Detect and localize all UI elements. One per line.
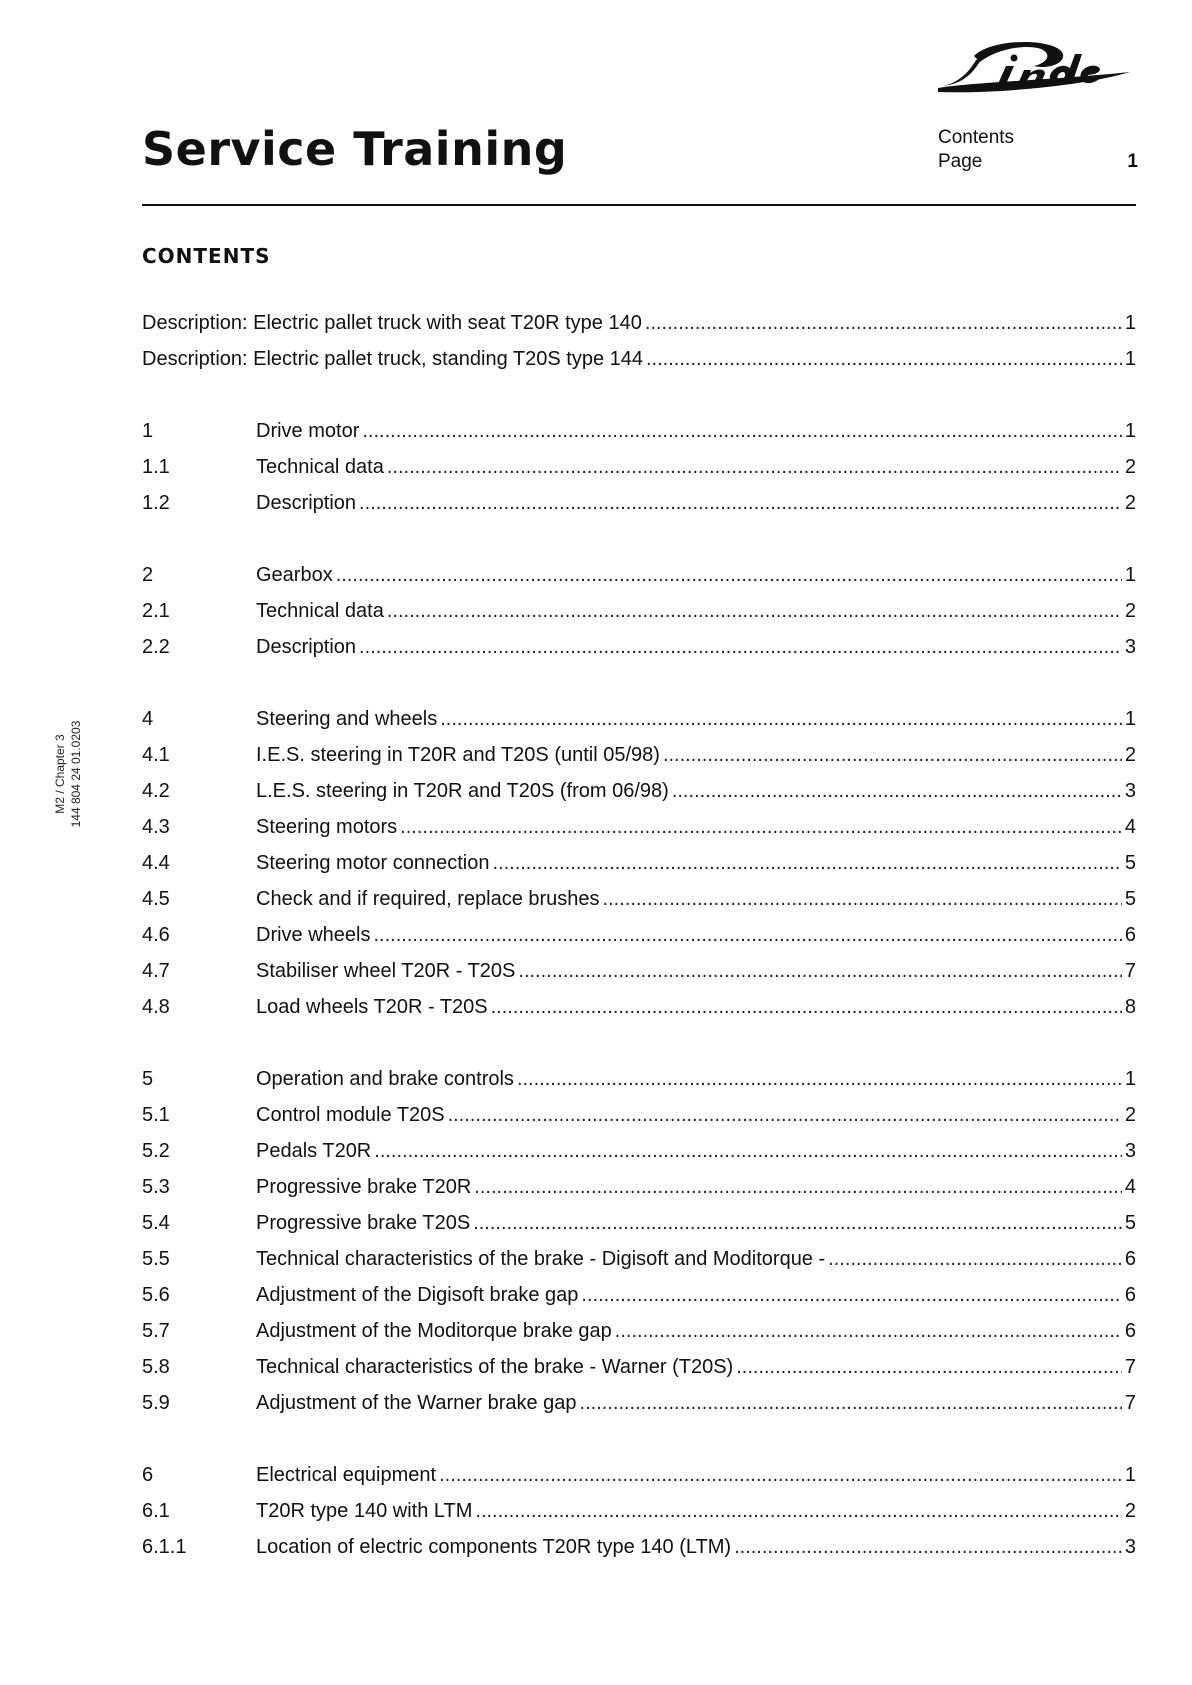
page-label: Page [938,151,983,172]
toc-dot-leader [439,1464,1122,1487]
toc-entry[interactable] [142,708,1136,744]
toc-entry[interactable] [142,600,1136,636]
toc-entry[interactable] [142,1356,1136,1392]
toc-entry-number: 4.3 [142,816,170,838]
toc-entry-number: 5.2 [142,1140,170,1162]
toc-entry[interactable] [142,888,1136,924]
table-of-contents [142,312,1136,1572]
toc-entry[interactable] [142,312,1136,348]
document-code-line1: M2 / Chapter 3 [53,734,67,814]
toc-entry-number: 1 [142,420,154,442]
toc-entry-title: Technical characteristics of the brake - Digisoft and Moditorque - [256,1248,826,1270]
toc-entry-page: 6 [1124,1284,1136,1306]
toc-dot-leader [373,924,1121,947]
toc-dot-leader [387,600,1122,623]
toc-entry[interactable] [142,924,1136,960]
toc-entry-number: 5.6 [142,1284,170,1306]
toc-entry[interactable] [142,1176,1136,1212]
toc-entry-number: 4.8 [142,996,170,1018]
toc-entry[interactable] [142,1104,1136,1140]
toc-dot-leader [440,708,1122,731]
toc-entry-number: 5.7 [142,1320,170,1342]
toc-spacer [142,384,1136,420]
toc-entry-page: 5 [1124,888,1136,910]
toc-entry-number: 2.2 [142,636,170,658]
toc-dot-leader [448,1104,1122,1127]
toc-entry-page: 1 [1124,348,1136,370]
document-code-line2: 144 804 24 01.0203 [69,720,83,828]
toc-entry-page: 3 [1124,1536,1136,1558]
toc-entry[interactable] [142,816,1136,852]
header-divider [142,204,1136,206]
toc-entry-number: 2.1 [142,600,170,622]
toc-entry-number: 4 [142,708,154,730]
toc-entry[interactable] [142,456,1136,492]
toc-entry-page: 1 [1124,1464,1136,1486]
toc-entry-page: 6 [1124,924,1136,946]
toc-entry-page: 6 [1124,1248,1136,1270]
toc-dot-leader [646,348,1122,371]
toc-entry-page: 3 [1124,1140,1136,1162]
toc-entry-page: 2 [1124,1104,1136,1126]
toc-entry-number: 6 [142,1464,154,1486]
toc-entry-number: 5.4 [142,1212,170,1234]
toc-dot-leader [400,816,1122,839]
toc-entry-number: 4.7 [142,960,170,982]
toc-entry-page: 1 [1124,708,1136,730]
toc-dot-leader [672,780,1122,803]
toc-entry[interactable] [142,1284,1136,1320]
toc-entry-page: 1 [1124,312,1136,334]
toc-entry-title: T20R type 140 with LTM [256,1500,473,1522]
toc-entry-title: Check and if required, replace brushes [256,888,600,910]
toc-entry-page: 6 [1124,1320,1136,1342]
toc-entry-number: 5.8 [142,1356,170,1378]
toc-dot-leader [615,1320,1122,1343]
toc-entry-number: 2 [142,564,154,586]
toc-entry-title: Progressive brake T20S [256,1212,471,1234]
toc-entry-number: 4.4 [142,852,170,874]
toc-entry[interactable] [142,564,1136,600]
toc-entry-title: Adjustment of the Moditorque brake gap [256,1320,612,1342]
toc-entry-title: Steering and wheels [256,708,438,730]
toc-dot-leader [359,492,1122,515]
toc-entry-number: 1.2 [142,492,170,514]
toc-spacer [142,1428,1136,1464]
toc-dot-leader [387,456,1122,479]
toc-entry-page: 5 [1124,1212,1136,1234]
toc-entry-page: 7 [1124,960,1136,982]
page-number: 1 [1127,151,1138,172]
toc-dot-leader [492,852,1121,875]
toc-entry-title: Progressive brake T20R [256,1176,472,1198]
toc-dot-leader [374,1140,1122,1163]
toc-dot-leader [603,888,1122,911]
toc-entry-title: Description [256,492,357,514]
toc-entry-title: Load wheels T20R - T20S [256,996,488,1018]
toc-entry-title: Gearbox [256,564,333,586]
toc-dot-leader [663,744,1122,767]
toc-spacer [142,672,1136,708]
toc-dot-leader [734,1536,1122,1559]
toc-entry-page: 3 [1124,636,1136,658]
toc-entry-page: 3 [1124,780,1136,802]
contents-heading: CONTENTS [142,244,271,268]
linde-logo-icon [934,36,1134,98]
toc-entry-title: Description: Electric pallet truck with seat T20R type 140 [142,312,642,334]
toc-entry-page: 1 [1124,420,1136,442]
toc-entry-title: Adjustment of the Digisoft brake gap [256,1284,579,1306]
toc-entry-number: 6.1.1 [142,1536,187,1558]
toc-entry-number: 4.6 [142,924,170,946]
toc-entry-number: 5.1 [142,1104,170,1126]
toc-entry[interactable] [142,420,1136,456]
toc-entry-number: 5.3 [142,1176,170,1198]
toc-dot-leader [736,1356,1122,1379]
toc-entry[interactable] [142,1392,1136,1428]
toc-entry-title: I.E.S. steering in T20R and T20S (until 05/98) [256,744,660,766]
toc-entry[interactable] [142,1248,1136,1284]
toc-entry[interactable] [142,744,1136,780]
toc-entry-page: 2 [1124,456,1136,478]
toc-entry-page: 2 [1124,1500,1136,1522]
toc-entry-page: 8 [1124,996,1136,1018]
toc-entry[interactable] [142,852,1136,888]
toc-entry-title: Stabiliser wheel T20R - T20S [256,960,516,982]
toc-spacer [142,528,1136,564]
toc-dot-leader [473,1212,1122,1235]
toc-entry-title: Steering motors [256,816,398,838]
page-title: Service Training [142,122,568,176]
toc-dot-leader [362,420,1122,443]
toc-entry-title: Electrical equipment [256,1464,437,1486]
toc-dot-leader [518,960,1121,983]
toc-entry-page: 7 [1124,1392,1136,1414]
toc-entry-number: 4.5 [142,888,170,910]
toc-entry-title: Steering motor connection [256,852,490,874]
toc-entry-title: Drive wheels [256,924,371,946]
contents-label: Contents [938,127,1015,148]
toc-entry[interactable] [142,960,1136,996]
toc-entry[interactable] [142,492,1136,528]
toc-entry-title: Technical characteristics of the brake - Warner (T20S) [256,1356,734,1378]
document-code [52,644,84,904]
toc-dot-leader [580,1392,1122,1415]
toc-dot-leader [828,1248,1122,1271]
toc-entry[interactable] [142,1140,1136,1176]
toc-entry[interactable] [142,1464,1136,1500]
toc-entry-title: Description [256,636,357,658]
toc-entry-title: Operation and brake controls [256,1068,514,1090]
toc-entry[interactable] [142,636,1136,672]
toc-entry-title: Technical data [256,600,384,622]
toc-entry-title: Technical data [256,456,384,478]
toc-entry-number: 4.1 [142,744,170,766]
toc-entry-page: 5 [1124,852,1136,874]
toc-dot-leader [581,1284,1121,1307]
toc-dot-leader [474,1176,1122,1199]
toc-dot-leader [336,564,1122,587]
toc-dot-leader [517,1068,1122,1091]
toc-dot-leader [359,636,1122,659]
toc-entry[interactable] [142,348,1136,384]
toc-entry-number: 6.1 [142,1500,170,1522]
toc-entry-title: Location of electric components T20R type 140 (LTM) [256,1536,732,1558]
toc-entry-number: 5.5 [142,1248,170,1270]
toc-entry-page: 4 [1124,1176,1136,1198]
toc-dot-leader [645,312,1122,335]
toc-entry[interactable] [142,780,1136,816]
toc-entry[interactable] [142,1212,1136,1248]
toc-entry-page: 1 [1124,1068,1136,1090]
toc-entry-title: Drive motor [256,420,360,442]
toc-entry[interactable] [142,1068,1136,1104]
toc-entry[interactable] [142,1500,1136,1536]
toc-entry-page: 2 [1124,492,1136,514]
toc-entry-page: 2 [1124,744,1136,766]
toc-entry[interactable] [142,1320,1136,1356]
toc-entry[interactable] [142,996,1136,1032]
page-meta [938,126,1138,174]
toc-entry-number: 1.1 [142,456,170,478]
toc-dot-leader [475,1500,1121,1523]
toc-entry-page: 1 [1124,564,1136,586]
toc-entry-page: 4 [1124,816,1136,838]
toc-entry-title: Control module T20S [256,1104,445,1126]
toc-entry-page: 2 [1124,600,1136,622]
toc-entry-number: 5 [142,1068,154,1090]
toc-entry-title: Pedals T20R [256,1140,372,1162]
toc-entry-title: L.E.S. steering in T20R and T20S (from 06/98) [256,780,669,802]
toc-entry-number: 4.2 [142,780,170,802]
toc-entry-page: 7 [1124,1356,1136,1378]
toc-entry-title: Description: Electric pallet truck, standing T20S type 144 [142,348,643,370]
toc-spacer [142,1032,1136,1068]
toc-entry-title: Adjustment of the Warner brake gap [256,1392,577,1414]
toc-dot-leader [491,996,1122,1019]
toc-entry[interactable] [142,1536,1136,1572]
toc-entry-number: 5.9 [142,1392,170,1414]
